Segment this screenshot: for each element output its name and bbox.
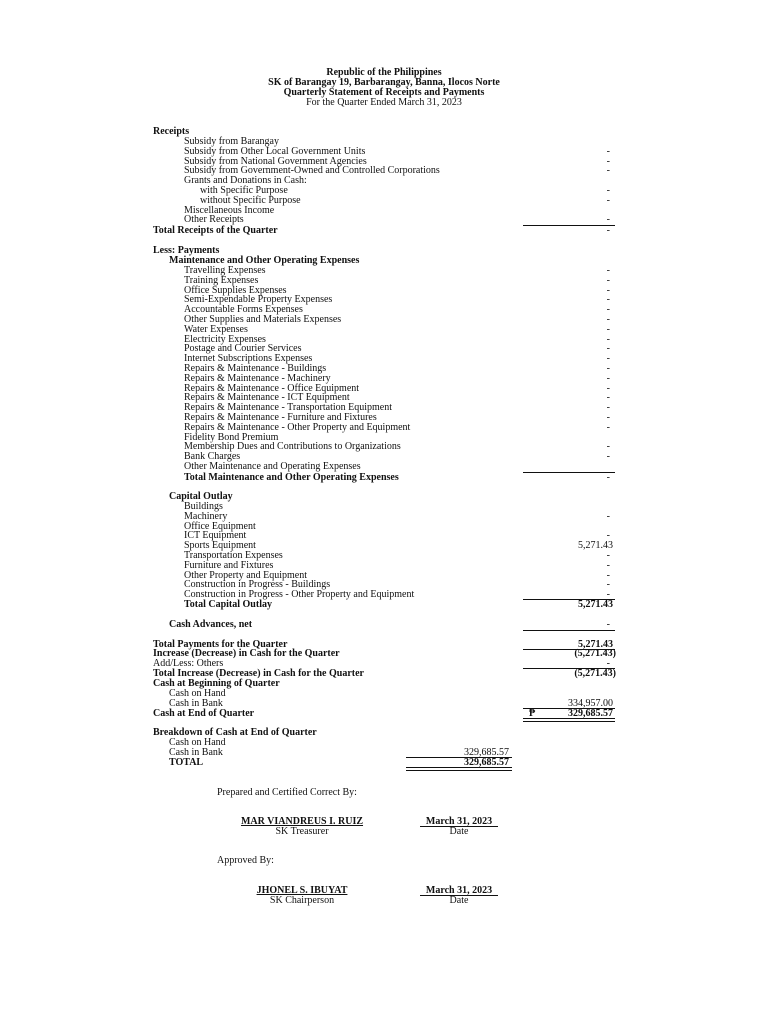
line-item-value: - <box>606 402 610 414</box>
line-item-label: Repairs & Maintenance - Furniture and Fixtures <box>184 412 377 423</box>
mooe-total-label: Total Maintenance and Other Operating Expenses <box>184 472 399 483</box>
receipts-heading: Receipts <box>153 126 190 137</box>
chairperson-date-caption: Date <box>449 895 469 906</box>
line-item-label: Other Supplies and Materials Expenses <box>184 314 342 325</box>
line-item-value: - <box>606 145 610 157</box>
line-item-value: - <box>606 589 610 601</box>
line-item-value: - <box>606 372 610 384</box>
line-item-value: - <box>606 214 610 226</box>
line-item-label: Construction in Progress - Other Property and Equipment <box>184 589 415 601</box>
line-item-value: - <box>606 333 610 345</box>
line-item-value: - <box>606 382 610 394</box>
treasurer-date: March 31, 2023 <box>425 816 493 827</box>
line-item-label: with Specific Purpose <box>200 185 288 196</box>
line-item-label: Other Property and Equipment <box>184 569 308 581</box>
line-item-value: 5,271.43 <box>578 540 613 552</box>
breakdown-total-value: 329,685.57 <box>464 757 509 768</box>
prepared-by-label: Prepared and Certified Correct By: <box>217 787 357 798</box>
line-item-value: - <box>606 194 610 206</box>
header-line-4: For the Quarter Ended March 31, 2023 <box>306 97 462 108</box>
line-item-value: - <box>606 550 610 561</box>
line-item-value: - <box>606 569 610 581</box>
chairperson-name: JHONEL S. IBUYAT <box>256 885 348 896</box>
line-item-label: Subsidy from Government-Owned and Controlled Corporations <box>184 165 440 177</box>
line-item-label: Office Equipment <box>184 520 256 532</box>
line-item-value: - <box>606 421 610 433</box>
line-item-label: Accountable Forms Expenses <box>184 304 303 316</box>
line-item-label: Internet Subscriptions Expenses <box>184 353 313 365</box>
line-item-value: - <box>606 304 610 316</box>
cash-advances-label: Cash Advances, net <box>169 619 253 630</box>
mooe-heading: Maintenance and Other Operating Expenses <box>169 255 360 266</box>
line-item-label: Travelling Expenses <box>184 265 266 276</box>
treasurer-date-caption: Date <box>449 826 469 837</box>
add-less-value: - <box>606 658 610 669</box>
co-total-label: Total Capital Outlay <box>184 599 272 610</box>
line-item-label: Repairs & Maintenance - Machinery <box>184 372 331 384</box>
total-payments-value: 5,271.43 <box>578 639 613 650</box>
treasurer-name: MAR VIANDREUS I. RUIZ <box>240 816 364 827</box>
cash-end-double-rule <box>523 718 615 722</box>
increase-value: (5,271.43) <box>574 648 616 659</box>
line-item-value: - <box>606 155 610 167</box>
line-item-label: Membership Dues and Contributions to Organizations <box>184 441 401 453</box>
line-item-label: Subsidy from Other Local Government Units <box>184 145 366 157</box>
receipts-total-label: Total Receipts of the Quarter <box>153 225 278 236</box>
payments-heading: Less: Payments <box>153 245 220 256</box>
line-item-value: - <box>606 314 610 325</box>
breakdown-total-label: TOTAL <box>169 757 204 768</box>
cash-in-bank-label: Cash in Bank <box>169 698 223 709</box>
line-item-label: Other Maintenance and Operating Expenses <box>184 461 361 472</box>
total-payments-label: Total Payments for the Quarter <box>153 639 288 650</box>
total-increase-value: (5,271.43) <box>574 668 616 679</box>
cash-advances-rule <box>523 630 615 631</box>
breakdown-heading: Breakdown of Cash at End of Quarter <box>153 727 317 738</box>
line-item-label: Other Receipts <box>184 214 244 226</box>
line-item-label: without Specific Purpose <box>200 194 301 206</box>
line-item-label: Postage and Courier Services <box>184 343 302 355</box>
line-item-value: - <box>606 530 610 542</box>
line-item-label: Miscellaneous Income <box>184 204 275 216</box>
cash-beginning-label: Cash at Beginning of Quarter <box>153 678 280 689</box>
line-item-value: - <box>606 559 610 571</box>
line-item-label: Fidelity Bond Premium <box>184 431 279 443</box>
co-total-value: 5,271.43 <box>578 599 613 610</box>
mooe-total-value: - <box>606 472 610 483</box>
line-item-label: Subsidy from Barangay <box>184 136 279 147</box>
increase-label: Increase (Decrease) in Cash for the Quarter <box>153 648 340 659</box>
line-item-value: - <box>606 323 610 335</box>
line-item-label: Buildings <box>184 501 223 512</box>
cash-in-bank-value: 334,957.00 <box>568 698 613 709</box>
header-line-1: Republic of the Philippines <box>326 67 442 78</box>
line-item-value: - <box>606 363 610 374</box>
line-item-label: Grants and Donations in Cash: <box>184 175 307 187</box>
line-item-value: - <box>606 185 610 196</box>
line-item-label: Subsidy from National Government Agencies <box>184 155 367 167</box>
line-item-label: Repairs & Maintenance - Office Equipment <box>184 382 360 394</box>
add-less-label: Add/Less: Others <box>153 658 224 669</box>
line-item-value: - <box>606 579 610 591</box>
line-item-label: Water Expenses <box>184 323 248 335</box>
line-item-label: Bank Charges <box>184 451 241 463</box>
line-item-label: Furniture and Fixtures <box>184 559 274 571</box>
line-item-value: - <box>606 441 610 453</box>
cash-on-hand-label: Cash on Hand <box>169 688 226 699</box>
line-item-label: Repairs & Maintenance - ICT Equipment <box>184 392 350 404</box>
line-item-label: Repairs & Maintenance - Other Property and Equipment <box>184 421 411 433</box>
line-item-label: Sports Equipment <box>184 540 256 552</box>
line-item-value: - <box>606 165 610 177</box>
breakdown-cash-on-hand-label: Cash on Hand <box>169 737 226 748</box>
line-item-value: - <box>606 412 610 423</box>
line-item-value: - <box>606 274 610 286</box>
line-item-label: Semi-Expendable Property Expenses <box>184 294 333 306</box>
line-item-label: Repairs & Maintenance - Transportation Equipment <box>184 402 393 414</box>
line-item-value: - <box>606 284 610 296</box>
header-line-2: SK of Barangay 19, Barbarangay, Banna, Ilocos Norte <box>268 77 500 88</box>
breakdown-cash-in-bank-value: 329,685.57 <box>464 747 509 758</box>
chairperson-title: SK Chairperson <box>269 895 335 906</box>
line-item-label: Electricity Expenses <box>184 333 266 345</box>
line-item-value: - <box>606 343 610 355</box>
total-increase-label: Total Increase (Decrease) in Cash for the Quarter <box>153 668 364 679</box>
receipts-total-value: - <box>606 225 610 236</box>
line-item-label: Training Expenses <box>184 274 259 286</box>
cash-end-value: 329,685.57 <box>568 708 613 719</box>
header-line-3: Quarterly Statement of Receipts and Payments <box>283 87 485 98</box>
line-item-value: - <box>606 392 610 404</box>
line-item-label: Office Supplies Expenses <box>184 284 287 296</box>
breakdown-cash-in-bank-label: Cash in Bank <box>169 747 223 758</box>
peso-sign: ₱ <box>529 708 536 719</box>
approved-by-label: Approved By: <box>217 855 274 866</box>
line-item-value: - <box>606 510 610 522</box>
capital-outlay-heading: Capital Outlay <box>169 491 233 502</box>
cash-end-label: Cash at End of Quarter <box>153 708 255 719</box>
line-item-value: - <box>606 265 610 276</box>
breakdown-total-double-rule <box>406 767 512 771</box>
line-item-label: Construction in Progress - Buildings <box>184 579 331 591</box>
treasurer-title: SK Treasurer <box>275 826 329 837</box>
line-item-label: Repairs & Maintenance - Buildings <box>184 363 327 374</box>
line-item-value: - <box>606 294 610 306</box>
chairperson-date: March 31, 2023 <box>425 885 493 896</box>
line-item-label: Transportation Expenses <box>184 550 283 561</box>
line-item-value: - <box>606 353 610 365</box>
cash-advances-value: - <box>606 619 610 630</box>
line-item-value: - <box>606 451 610 463</box>
line-item-label: Machinery <box>184 510 228 522</box>
line-item-label: ICT Equipment <box>184 530 247 542</box>
